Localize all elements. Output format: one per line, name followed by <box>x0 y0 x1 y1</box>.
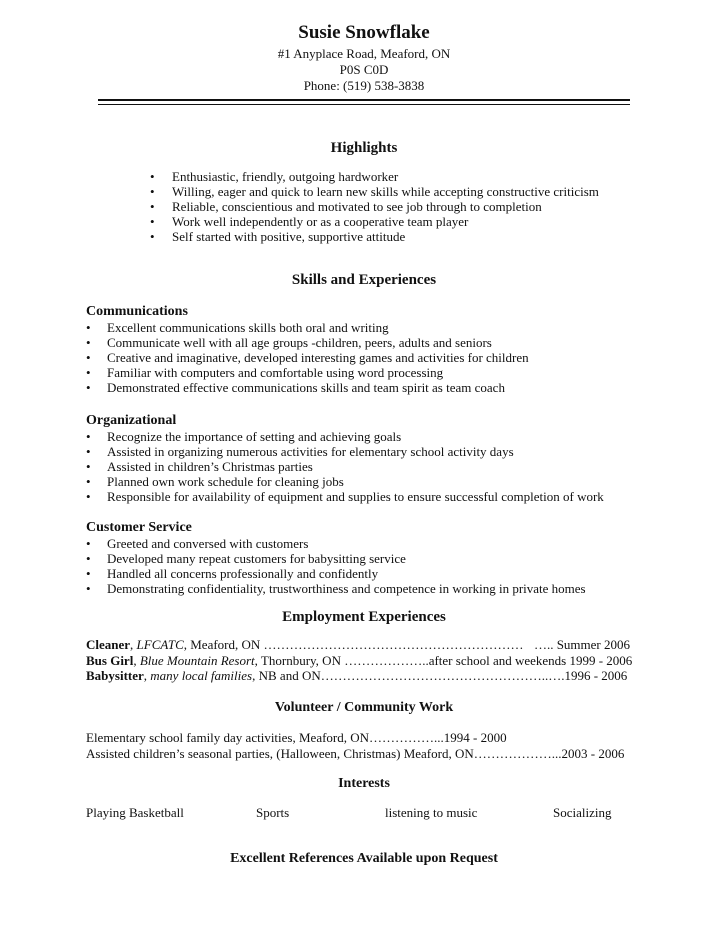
list-item: • Enthusiastic, friendly, outgoing hardworker <box>150 169 399 184</box>
list-item: • Familiar with computers and comfortable using word processing <box>86 365 444 380</box>
list-item: • Handled all concerns professionally and confidently <box>86 566 379 581</box>
bullet-icon: • <box>86 429 91 444</box>
interest-item: Socializing <box>553 805 612 820</box>
bullet-icon: • <box>150 214 155 229</box>
interests-heading: Interests <box>338 776 390 791</box>
phone-line: Phone: (519) 538-3838 <box>303 78 425 93</box>
list-item: • Recognize the importance of setting and achieving goals <box>86 429 402 444</box>
bullet-icon: • <box>86 581 91 596</box>
list-item: • Responsible for availability of equipment and supplies to ensure successful completion of work <box>86 489 604 504</box>
employment-row: Bus Girl, Blue Mountain Resort, Thornbury, ON ………………..after school and weekends 1999 - 2006 <box>86 653 633 668</box>
bullet-icon: • <box>86 444 91 459</box>
list-item: • Demonstrating confidentiality, trustworthiness and competence in working in private homes <box>86 581 586 596</box>
interest-item: Sports <box>256 805 290 820</box>
bullet-icon: • <box>150 199 155 214</box>
volunteer-heading: Volunteer / Community Work <box>274 700 454 715</box>
bullet-icon: • <box>86 551 91 566</box>
employment-employer: LFCATC <box>136 637 184 652</box>
bullet-icon: • <box>86 380 91 395</box>
list-item: • Willing, eager and quick to learn new skills while accepting constructive criticism <box>150 184 599 199</box>
bullet-icon: • <box>150 169 155 184</box>
employment-row: Babysitter, many local families, NB and ON……………………………………………..….1996 - 2006 <box>86 668 628 683</box>
list-item: • Demonstrated effective communications skills and team spirit as team coach <box>86 380 505 395</box>
list-item: • Reliable, conscientious and motivated to see job through to completion <box>150 199 542 214</box>
bullet-icon: • <box>150 184 155 199</box>
list-item: • Greeted and conversed with customers <box>86 536 309 551</box>
employment-heading: Employment Experiences <box>282 609 446 625</box>
address-line-1: #1 Anyplace Road, Meaford, ON <box>277 46 451 61</box>
organizational-heading: Organizational <box>86 413 177 428</box>
bullet-icon: • <box>150 229 155 244</box>
list-item: • Developed many repeat customers for babysitting service <box>86 551 406 566</box>
bullet-icon: • <box>86 459 91 474</box>
highlights-list <box>150 169 630 244</box>
employment-role: Babysitter <box>86 668 144 683</box>
header-divider-thin <box>98 104 630 105</box>
employment-date: ….. Summer 2006 <box>533 637 630 652</box>
volunteer-item: Elementary school family day activities, Meaford, ON……………...1994 - 2000 <box>86 730 507 745</box>
bullet-icon: • <box>86 350 91 365</box>
bullet-icon: • <box>86 536 91 551</box>
skills-heading: Skills and Experiences <box>291 272 437 288</box>
interest-item: listening to music <box>385 805 478 820</box>
employment-employer: many local families <box>150 668 253 683</box>
header-divider-thick <box>98 99 630 101</box>
bullet-icon: • <box>86 365 91 380</box>
list-item: • Assisted in children’s Christmas parties <box>86 459 313 474</box>
organizational-list <box>86 429 631 504</box>
interest-item: Playing Basketball <box>86 805 184 820</box>
bullet-icon: • <box>86 474 91 489</box>
bullet-icon: • <box>86 489 91 504</box>
list-item: • Creative and imaginative, developed interesting games and activities for children <box>86 350 529 365</box>
references-note: Excellent References Available upon Request <box>230 851 498 866</box>
list-item: • Communicate well with all age groups -children, peers, adults and seniors <box>86 335 492 350</box>
communications-heading: Communications <box>86 304 188 319</box>
list-item: • Excellent communications skills both oral and writing <box>86 320 389 335</box>
bullet-icon: • <box>86 320 91 335</box>
highlights-heading: Highlights <box>330 140 398 156</box>
volunteer-item: Assisted children’s seasonal parties, (Halloween, Christmas) Meaford, ON………………...2003 - 2006 <box>86 746 625 761</box>
bullet-icon: • <box>86 566 91 581</box>
communications-list <box>86 320 631 395</box>
employment-employer: Blue Mountain Resort <box>139 653 255 668</box>
list-item: • Planned own work schedule for cleaning jobs <box>86 474 344 489</box>
customer-service-heading: Customer Service <box>86 520 192 535</box>
customer-service-list <box>86 536 631 596</box>
employment-row: Cleaner, LFCATC, Meaford, ON …………………………………………………… <box>86 637 524 652</box>
list-item: • Assisted in organizing numerous activities for elementary school activity days <box>86 444 514 459</box>
bullet-icon: • <box>86 335 91 350</box>
resume-name: Susie Snowflake <box>298 22 430 43</box>
employment-role: Bus Girl <box>86 653 134 668</box>
address-line-2: P0S C0D <box>339 62 389 77</box>
list-item: • Work well independently or as a cooperative team player <box>150 214 469 229</box>
list-item: • Self started with positive, supportive attitude <box>150 229 406 244</box>
employment-role: Cleaner <box>86 637 131 652</box>
